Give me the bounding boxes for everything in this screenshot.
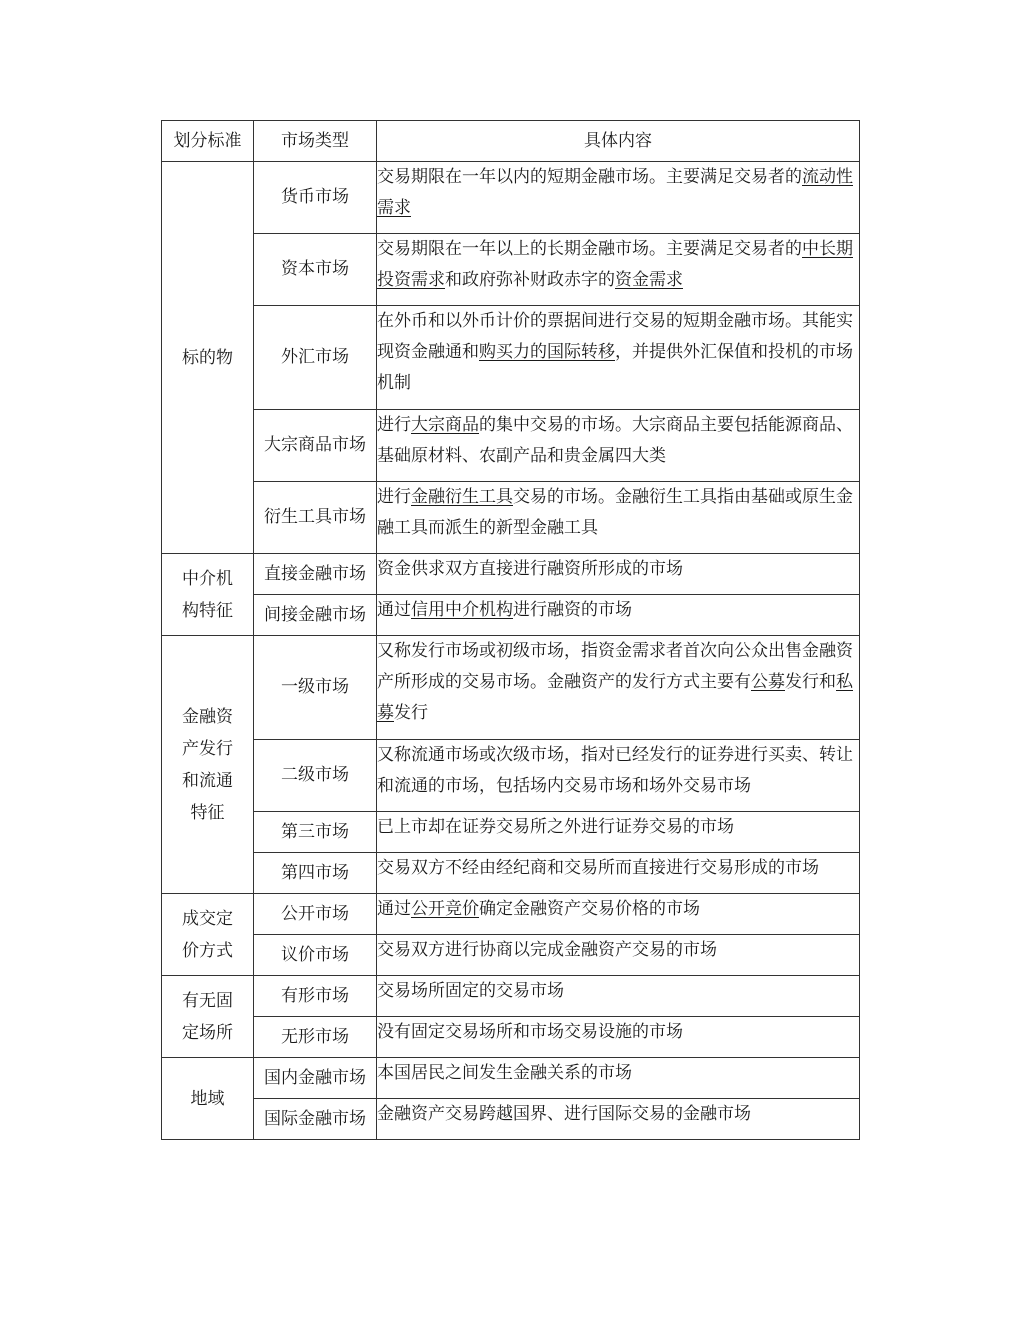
header-content: 具体内容 xyxy=(377,121,860,162)
underlined-key-term: 流动性需求 xyxy=(377,167,853,218)
table-header-row xyxy=(162,121,860,162)
header-standard: 划分标准 xyxy=(162,121,254,162)
classification-standard-label: 成交定价方式 xyxy=(182,908,233,961)
market-description xyxy=(377,1017,860,1058)
underlined-key-term: 信用中介机构 xyxy=(411,600,513,620)
classification-standard-label: 中介机构特征 xyxy=(182,568,233,621)
description-text: 确定金融资产交易价格的市场 xyxy=(479,899,700,919)
underlined-key-term: 购买力的国际转移 xyxy=(479,342,615,362)
market-description xyxy=(377,894,860,935)
market-type: 第四市场 xyxy=(254,853,377,894)
underlined-key-term: 私募 xyxy=(377,672,853,723)
description-text: 交易双方不经由经纪商和交易所而直接进行交易形成的市场 xyxy=(377,858,819,878)
market-classification-table xyxy=(161,120,860,1140)
market-type: 有形市场 xyxy=(254,976,377,1017)
description-text: 和政府弥补财政赤字的 xyxy=(445,270,615,290)
market-type: 国际金融市场 xyxy=(254,1099,377,1140)
table-row xyxy=(162,894,860,935)
description-text: 交易双方进行协商以完成金融资产交易的市场 xyxy=(377,940,717,960)
market-type: 资本市场 xyxy=(254,234,377,306)
description-text: 交易的市场。金融衍生工具指由基础或原生金融工具而派生的新型金融工具 xyxy=(377,487,853,538)
table-row xyxy=(162,162,860,234)
underlined-key-term: 中长期投资需求 xyxy=(377,239,853,290)
market-description xyxy=(377,595,860,636)
market-type: 国内金融市场 xyxy=(254,1058,377,1099)
description-text: 交易场所固定的交易市场 xyxy=(377,981,564,1001)
table-row xyxy=(162,812,860,853)
table-row xyxy=(162,554,860,595)
market-type: 直接金融市场 xyxy=(254,554,377,595)
description-text: 本国居民之间发生金融关系的市场 xyxy=(377,1063,632,1083)
underlined-key-term: 公开竞价 xyxy=(411,899,479,919)
header-market-type: 市场类型 xyxy=(254,121,377,162)
market-description xyxy=(377,935,860,976)
market-description xyxy=(377,1099,860,1140)
classification-standard xyxy=(162,162,254,554)
table-row xyxy=(162,740,860,812)
market-description xyxy=(377,306,860,410)
market-description xyxy=(377,162,860,234)
market-type: 大宗商品市场 xyxy=(254,410,377,482)
description-text: 发行和 xyxy=(785,672,836,692)
underlined-key-term: 金融衍生工具 xyxy=(411,487,513,507)
table-row xyxy=(162,595,860,636)
market-description xyxy=(377,812,860,853)
market-description xyxy=(377,853,860,894)
description-text: 又称发行市场或初级市场，指资金需求者首次向公众出售金融资产所形成的交易市场。金融资产的发行方式主要有 xyxy=(377,641,853,692)
underlined-key-term: 公募 xyxy=(751,672,785,692)
market-description xyxy=(377,636,860,740)
description-text: 金融资产交易跨越国界、进行国际交易的金融市场 xyxy=(377,1104,751,1124)
classification-standard xyxy=(162,554,254,636)
description-text: 没有固定交易场所和市场交易设施的市场 xyxy=(377,1022,683,1042)
market-description xyxy=(377,1058,860,1099)
description-text: 通过 xyxy=(377,899,411,919)
table-row xyxy=(162,1017,860,1058)
table-row xyxy=(162,306,860,410)
market-type: 货币市场 xyxy=(254,162,377,234)
table-row xyxy=(162,976,860,1017)
market-type: 无形市场 xyxy=(254,1017,377,1058)
description-text: 在外币和以外币计价的票据间进行交易的短期金融市场。其能实现资金融通和 xyxy=(377,311,853,362)
description-text: 又称流通市场或次级市场，指对已经发行的证券进行买卖、转让和流通的市场，包括场内交易市场和场外交易市场 xyxy=(377,745,853,796)
classification-standard xyxy=(162,976,254,1058)
classification-standard-label: 地域 xyxy=(190,1088,225,1109)
market-type: 衍生工具市场 xyxy=(254,482,377,554)
classification-standard-label: 标的物 xyxy=(182,347,233,368)
market-description xyxy=(377,554,860,595)
classification-standard-label: 金融资产发行和流通特征 xyxy=(182,706,233,823)
table-row xyxy=(162,636,860,740)
market-type: 外汇市场 xyxy=(254,306,377,410)
table-row xyxy=(162,1099,860,1140)
description-text: ，并提供外汇保值和投机的市场机制 xyxy=(377,342,853,393)
market-type: 第三市场 xyxy=(254,812,377,853)
market-type: 一级市场 xyxy=(254,636,377,740)
description-text: 发行 xyxy=(394,703,428,723)
market-description xyxy=(377,976,860,1017)
description-text: 进行融资的市场 xyxy=(513,600,632,620)
classification-standard xyxy=(162,894,254,976)
market-type: 二级市场 xyxy=(254,740,377,812)
market-type: 议价市场 xyxy=(254,935,377,976)
market-description xyxy=(377,234,860,306)
table-row xyxy=(162,935,860,976)
market-type: 间接金融市场 xyxy=(254,595,377,636)
table-row xyxy=(162,410,860,482)
table-row xyxy=(162,1058,860,1099)
market-description xyxy=(377,482,860,554)
underlined-key-term: 大宗商品 xyxy=(411,415,479,435)
classification-standard xyxy=(162,636,254,894)
market-type: 公开市场 xyxy=(254,894,377,935)
table-row xyxy=(162,234,860,306)
description-text: 交易期限在一年以上的长期金融市场。主要满足交易者的 xyxy=(377,239,802,259)
underlined-key-term: 资金需求 xyxy=(615,270,683,290)
description-text: 资金供求双方直接进行融资所形成的市场 xyxy=(377,559,683,579)
description-text: 进行 xyxy=(377,487,411,507)
market-description xyxy=(377,740,860,812)
description-text: 交易期限在一年以内的短期金融市场。主要满足交易者的 xyxy=(377,167,802,187)
table-row xyxy=(162,482,860,554)
description-text: 的集中交易的市场。大宗商品主要包括能源商品、基础原材料、农副产品和贵金属四大类 xyxy=(377,415,853,466)
description-text: 已上市却在证券交易所之外进行证券交易的市场 xyxy=(377,817,734,837)
description-text: 进行 xyxy=(377,415,411,435)
classification-standard xyxy=(162,1058,254,1140)
market-description xyxy=(377,410,860,482)
table-row xyxy=(162,853,860,894)
description-text: 通过 xyxy=(377,600,411,620)
classification-standard-label: 有无固定场所 xyxy=(182,990,233,1043)
